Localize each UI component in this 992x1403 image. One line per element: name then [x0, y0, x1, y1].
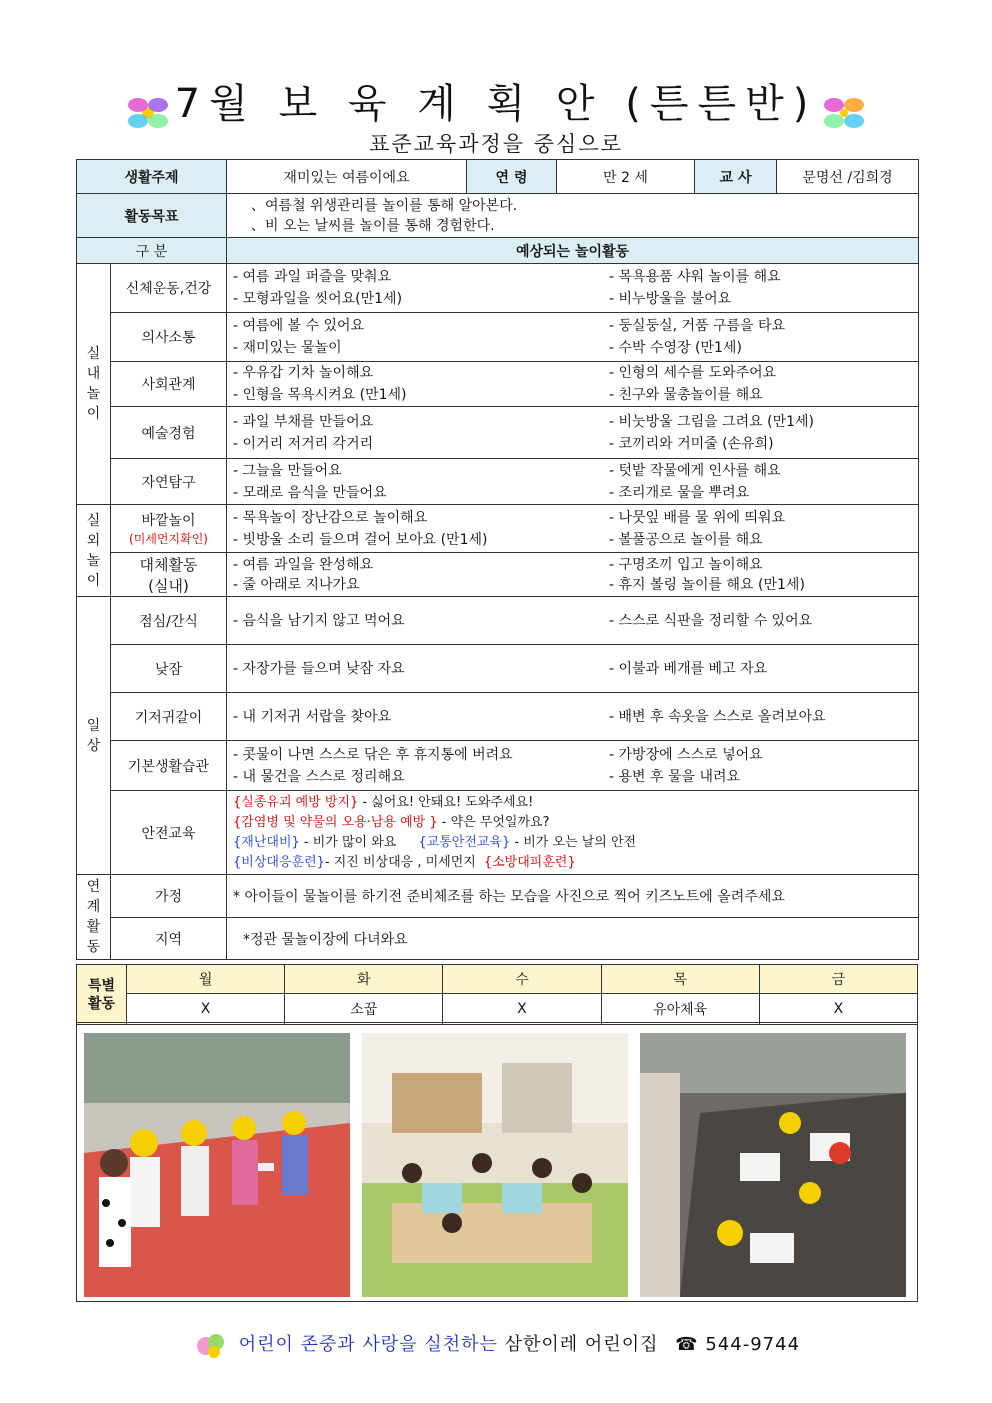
activity-cell — [227, 597, 919, 645]
section-outdoor: 실 외 놀 이 — [77, 505, 111, 597]
day-value: 소꿉 — [285, 994, 443, 1025]
activity-cell — [227, 741, 919, 791]
safety-line — [233, 833, 912, 853]
category-cell: 낮잠 — [111, 645, 227, 693]
col-header-division: 구 분 — [77, 238, 227, 264]
photo-classroom-play — [362, 1033, 628, 1297]
activity-line: - 비누방울을 불어요 — [609, 291, 732, 307]
activity-line: - 줄 아래로 지나가요 — [233, 576, 360, 593]
special-activities-table — [76, 964, 918, 1025]
day-header: 목 — [601, 965, 759, 994]
activity-line: - 구명조끼 입고 놀이해요 — [609, 556, 763, 573]
activity-line: - 여름 과일 퍼즐을 맞춰요 — [233, 269, 392, 285]
flower-icon — [822, 93, 866, 133]
activity-line: - 스스로 식판을 정리할 수 있어요 — [609, 612, 813, 629]
category-label: 대체활동 — [139, 555, 198, 574]
footer — [0, 1330, 992, 1360]
activity-line: - 과일 부채를 만들어요 — [233, 413, 374, 430]
category-cell: 가정 — [111, 875, 227, 918]
category-note: (미세먼지확인) — [129, 532, 208, 546]
activity-cell — [227, 264, 919, 313]
col-header-activities: 예상되는 놀이활동 — [227, 238, 919, 264]
activity-line: - 나뭇잎 배를 물 위에 띄워요 — [609, 509, 786, 526]
activity-line: - 내 기저귀 서랍을 찾아요 — [233, 708, 392, 725]
activity-line: - 배변 후 속옷을 스스로 올려보아요 — [609, 708, 826, 725]
activity-line: - 목욕용품 샤워 놀이를 해요 — [609, 269, 781, 285]
activity-line: - 모래로 음식을 만들어요 — [233, 484, 387, 501]
activity-line: - 인형의 세수를 도와주어요 — [609, 365, 777, 381]
day-value: X — [759, 994, 917, 1025]
theme-value: 재미있는 여름이에요 — [227, 160, 467, 194]
goal-label: 활동목표 — [77, 194, 227, 238]
category-cell: 지역 — [111, 918, 227, 960]
photo-strip — [76, 1022, 918, 1302]
safety-tag: {감염병 및 약물의 오용·남용 예방 } — [233, 814, 438, 830]
safety-text: - 비가 오는 날의 안전 — [510, 834, 637, 850]
age-label: 연 령 — [467, 160, 557, 194]
activity-line: - 콧물이 나면 스스로 닦은 후 휴지통에 버려요 — [233, 746, 513, 763]
teacher-label: 교 사 — [695, 160, 777, 194]
activity-line: - 인형을 목욕시켜요 (만1세) — [233, 387, 407, 403]
region-text: *정관 물놀이장에 다녀와요 — [227, 918, 919, 960]
category-cell: 의사소통 — [111, 313, 227, 362]
activity-line: - 텃밭 작물에게 인사를 해요 — [609, 462, 781, 479]
category-note: (실내) — [148, 576, 189, 595]
age-value: 만 2 세 — [557, 160, 695, 194]
special-label: 특별 활동 — [77, 965, 127, 1025]
day-value: 유아체육 — [601, 994, 759, 1025]
activity-line: - 빗방울 소리 들으며 걸어 보아요 (만1세) — [233, 531, 488, 548]
activity-line: - 재미있는 물놀이 — [233, 340, 342, 356]
safety-text: - 약은 무엇일까요? — [437, 814, 550, 830]
activity-line: - 목욕놀이 장난감으로 놀이해요 — [233, 509, 428, 526]
safety-text: - 비가 많이 와요 — [299, 834, 397, 850]
home-text: * 아이들이 물놀이를 하기전 준비체조를 하는 모습을 사진으로 찍어 키즈노트에 올려주세요 — [227, 875, 919, 918]
safety-line — [233, 853, 912, 873]
teacher-value: 문명선 /김희경 — [777, 160, 919, 194]
safety-tag: {소방대피훈련} — [483, 854, 576, 870]
safety-text: - 지진 비상대응 , 미세먼지 — [324, 854, 476, 870]
category-cell: 기본생활습관 — [111, 741, 227, 791]
category-cell — [111, 553, 227, 597]
page-subtitle: 표준교육과정을 중심으로 — [369, 132, 623, 156]
activity-line: - 조리개로 물을 뿌려요 — [609, 484, 750, 501]
section-daily: 일 상 — [77, 597, 111, 875]
activity-line: - 모형과일을 씻어요(만1세) — [233, 291, 403, 307]
activity-line: - 내 물건을 스스로 정리해요 — [233, 768, 405, 785]
page-title: 7월 보 육 계 획 안 (튼튼반) — [174, 81, 818, 127]
category-cell — [111, 505, 227, 553]
activity-line: - 수박 수영장 (만1세) — [609, 340, 742, 356]
photo-outdoor-water-play — [640, 1033, 906, 1297]
goal-cell — [227, 194, 919, 238]
category-cell: 안전교육 — [111, 791, 227, 875]
footer-slogan: 어린이 존중과 사랑을 실천하는 — [238, 1334, 498, 1355]
day-header: 화 — [285, 965, 443, 994]
day-header: 월 — [127, 965, 285, 994]
safety-cell — [227, 791, 919, 875]
activity-line: - 휴지 볼링 놀이를 해요 (만1세) — [609, 576, 805, 593]
category-cell: 사회관계 — [111, 362, 227, 407]
activity-cell — [227, 645, 919, 693]
title-row — [0, 72, 992, 132]
phone-icon: ☎ — [675, 1334, 699, 1355]
footer-phone: 544-9744 — [705, 1334, 801, 1355]
safety-tag: {비상대응훈련} — [233, 854, 325, 870]
day-header: 수 — [443, 965, 601, 994]
category-cell: 예술경험 — [111, 407, 227, 459]
safety-line — [233, 793, 912, 813]
activity-line: - 이거리 저거리 각거리 — [233, 435, 374, 452]
activity-line: - 음식을 남기지 않고 먹어요 — [233, 612, 405, 629]
activity-line: - 우유갑 기차 놀이해요 — [233, 365, 374, 381]
daycare-logo-icon — [192, 1330, 232, 1360]
activity-line: - 용변 후 물을 내려요 — [609, 768, 741, 785]
activity-cell — [227, 459, 919, 505]
activity-cell — [227, 313, 919, 362]
plan-table — [76, 159, 919, 960]
activity-cell — [227, 553, 919, 597]
activity-line: - 가방장에 스스로 넣어요 — [609, 746, 763, 763]
day-value: X — [443, 994, 601, 1025]
activity-line: - 이불과 베개를 베고 자요 — [609, 660, 768, 677]
activity-cell — [227, 505, 919, 553]
activity-line: - 둥실둥실, 거품 구름을 타요 — [609, 318, 786, 334]
activity-line: - 여름에 볼 수 있어요 — [233, 318, 365, 334]
safety-tag: {재난대비} — [233, 834, 300, 850]
activity-line: - 친구와 물총놀이를 해요 — [609, 387, 763, 403]
goal-line: 、여름철 위생관리를 놀이를 통해 알아본다. — [251, 197, 518, 214]
activity-cell — [227, 407, 919, 459]
flower-icon — [126, 93, 170, 133]
activity-line: - 자장가를 들으며 낮잠 자요 — [233, 660, 405, 677]
section-indoor: 실 내 놀 이 — [77, 264, 111, 505]
safety-tag: {교통안전교육} — [418, 834, 511, 850]
day-value: X — [127, 994, 285, 1025]
photo-children-walking — [84, 1033, 350, 1297]
activity-line: - 볼풀공으로 놀이를 해요 — [609, 531, 763, 548]
safety-text: - 싫어요! 안돼요! 도와주세요! — [358, 794, 534, 810]
category-cell: 신체운동,건강 — [111, 264, 227, 313]
footer-center-name: 삼한이레 어린이집 — [497, 1334, 659, 1355]
safety-tag: {실종유괴 예방 방지} — [233, 794, 359, 810]
activity-line: - 비눗방울 그림을 그려요 (만1세) — [609, 413, 814, 430]
theme-label: 생활주제 — [77, 160, 227, 194]
activity-cell — [227, 693, 919, 741]
activity-line: - 그늘을 만들어요 — [233, 462, 342, 479]
activity-line: - 여름 과일을 완성해요 — [233, 556, 374, 573]
category-label: 바깥놀이 — [141, 513, 196, 529]
category-cell: 자연탐구 — [111, 459, 227, 505]
day-header: 금 — [759, 965, 917, 994]
activity-line: - 코끼리와 거미줄 (손유희) — [609, 435, 774, 452]
activity-cell — [227, 362, 919, 407]
category-cell: 기저귀갈이 — [111, 693, 227, 741]
section-linked: 연 계 활 동 — [77, 875, 111, 960]
safety-line — [233, 813, 912, 833]
goal-line: 、비 오는 날씨를 놀이를 통해 경험한다. — [251, 217, 495, 234]
category-cell: 점심/간식 — [111, 597, 227, 645]
